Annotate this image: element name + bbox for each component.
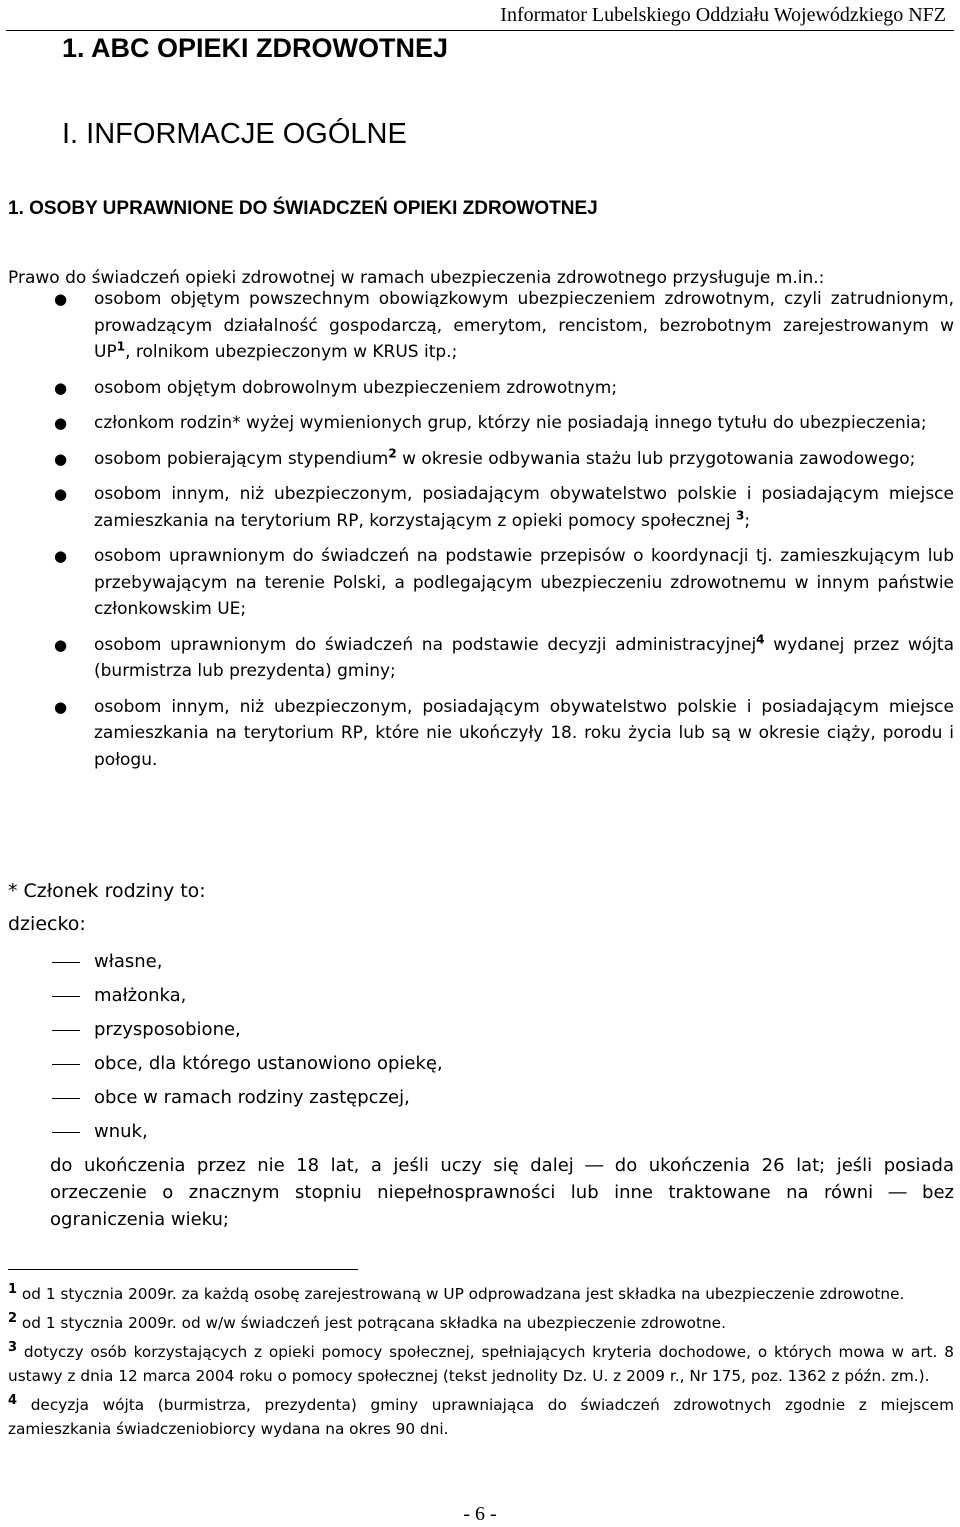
- list-item: ● osobom innym, niż ubezpieczonym, posiadającym obywatelstwo polskie i posiadającym miejsce zamieszkania na terytorium RP, które nie ukończyły 18. roku życia lub są w okresie ciąży, porodu i połogu.: [44, 694, 954, 774]
- footnote-ref: 4: [756, 631, 765, 646]
- header-rule: [6, 30, 954, 31]
- dash-icon: [52, 962, 80, 963]
- list-item: ● członkom rodzin* wyżej wymienionych grup, którzy nie posiadają innego tytułu do ubezpieczenia;: [44, 410, 954, 437]
- family-member-title: * Członek rodziny to:: [8, 880, 206, 902]
- child-types-list: [52, 948, 443, 1152]
- footnote-number: 1: [8, 1281, 18, 1297]
- bullet-icon: ●: [54, 485, 68, 503]
- child-label: dziecko:: [8, 913, 86, 935]
- bullet-icon: ●: [54, 378, 68, 397]
- dash-icon: [52, 996, 80, 997]
- eligible-persons-list: [44, 286, 954, 782]
- footnote: $^2$ od 1 stycznia 2009r. od w/w świadczeń jest potrącana składka na ubezpieczenie zdrowotne.: [8, 1310, 726, 1332]
- running-header: Informator Lubelskiego Oddziału Wojewódzkiego NFZ: [500, 4, 946, 26]
- bullet-icon: ●: [54, 414, 68, 432]
- list-item: własne,: [52, 948, 443, 982]
- footnote: $^3$ dotyczy osób korzystających z opieki pomocy społecznej, spełniających kryteria dochodowe, o których mowa w art. 8 ustawy z dnia 12 marca 2004 roku o pomocy społecznej (tekst jednolity Dz. U. z 2009 r., Nr 175, poz. 1362 z późn. zm.).: [8, 1339, 954, 1385]
- list-item: ● osobom objętym dobrowolnym ubezpieczeniem zdrowotnym;: [44, 375, 954, 402]
- dash-icon: [52, 1098, 80, 1099]
- footnote: $^1$ od 1 stycznia 2009r. za każdą osobę zarejestrowaną w UP odprowadzana jest składka na ubezpieczenie zdrowotne.: [8, 1281, 905, 1303]
- list-item: małżonka,: [52, 982, 443, 1016]
- bullet-icon: ●: [54, 635, 68, 654]
- footnotes: [8, 1282, 954, 1446]
- footnote-number: 4: [8, 1392, 18, 1408]
- footnote-rule: [8, 1269, 358, 1270]
- footnote-number: 2: [8, 1310, 18, 1326]
- footnote: $^4$ decyzja wójta (burmistrza, prezydenta) gminy uprawniająca do świadczeń zdrowotnych zgodnie z miejscem zamieszkania świadczeniobiorcy wydana na okres 90 dni.: [8, 1392, 954, 1438]
- footnote-ref: 3: [735, 507, 745, 522]
- list-item: wnuk,: [52, 1118, 443, 1152]
- list-item: obce, dla którego ustanowiono opiekę,: [52, 1050, 443, 1084]
- list-item: ● osobom uprawnionym do świadczeń na podstawie decyzji administracyjnej$^4$ wydanej przez wójta (burmistrza lub prezydenta) gminy;: [54, 631, 954, 681]
- list-item: ● osobom pobierającym stypendium$^2$ w okresie odbywania stażu lub przygotowania zawodowego;: [44, 446, 954, 473]
- bullet-icon: ●: [54, 290, 68, 308]
- list-item: obce w ramach rodziny zastępczej,: [52, 1084, 443, 1118]
- page-number: - 6 -: [463, 1503, 497, 1525]
- list-item: ● osobom innym, niż ubezpieczonym, posiadającym obywatelstwo polskie i posiadającym miejsce zamieszkania na terytorium RP, korzystającym z opieki pomocy społecznej $^3$;: [44, 481, 954, 534]
- dash-icon: [52, 1030, 80, 1031]
- subsection-heading: 1. OSOBY UPRAWNIONE DO ŚWIADCZEŃ OPIEKI ZDROWOTNEJ: [8, 198, 598, 219]
- list-item: ● osobom uprawnionym do świadczeń na podstawie przepisów o koordynacji tj. zamieszkującym lub przebywającym na terenie Polski, a podlegającym ubezpieczeniu zdrowotnemu w innym państwie członkowskim UE;: [44, 543, 954, 623]
- dash-icon: [52, 1064, 80, 1065]
- bullet-icon: ●: [54, 547, 68, 565]
- age-condition-paragraph: do ukończenia przez nie 18 lat, a jeśli uczy się dalej ― do ukończenia 26 lat; jeśli posiada orzeczenie o znacznym stopniu niepełnosprawności lub inne traktowane na równi ― bez ograniczenia wieku;: [50, 1155, 954, 1230]
- list-item: ● osobom objętym powszechnym obowiązkowym ubezpieczeniem zdrowotnym, czyli zatrudnionym, prowadzącym działalność gospodarczą, emerytom, rencistom, bezrobotnym zarejestrowanym w $UP^1$, rolnikom ubezpieczonym w KRUS itp.;: [44, 286, 954, 366]
- footnote-ref: 1: [116, 339, 126, 354]
- dash-icon: [52, 1132, 80, 1133]
- bullet-icon: ●: [54, 697, 68, 716]
- chapter-heading: 1. ABC OPIEKI ZDROWOTNEJ: [62, 33, 449, 63]
- section-heading: I. INFORMACJE OGÓLNE: [62, 118, 407, 150]
- footnote-ref: 2: [388, 445, 397, 460]
- list-item: przysposobione,: [52, 1016, 443, 1050]
- bullet-icon: ●: [54, 449, 68, 468]
- footnote-number: 3: [8, 1339, 18, 1355]
- intro-paragraph: Prawo do świadczeń opieki zdrowotnej w ramach ubezpieczenia zdrowotnego przysługuje m.in.:: [8, 268, 825, 288]
